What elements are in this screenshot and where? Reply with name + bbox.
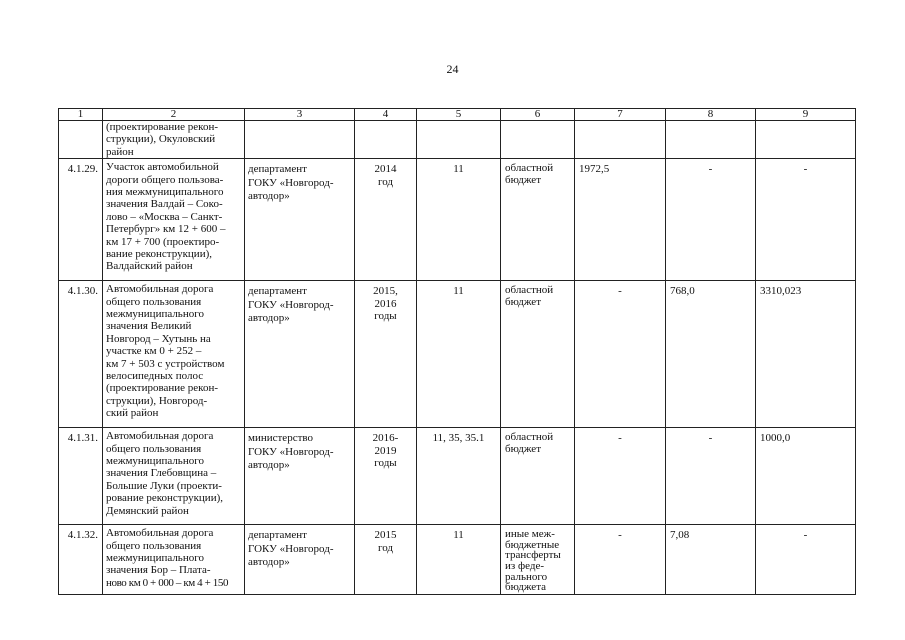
object-name-line: участке км 0 + 252 – [106,345,202,358]
object-name-line: км 17 + 700 (проектиро- [106,235,220,248]
object-name-line: общего пользования [106,539,202,552]
year-line: годы [374,457,397,470]
object-name-line: межмуниципального [106,455,204,468]
page-number: 24 [446,62,459,76]
object-name-line: межмуниципального [106,308,204,321]
amount-col8: 768,0 [666,281,756,428]
executor-line: автодор» [248,312,290,325]
executor-line: автодор» [248,556,290,569]
object-name-cell [103,159,245,281]
executor-line: автодор» [248,190,290,203]
object-name-cell [103,281,245,428]
executor-line: департамент [248,163,307,176]
amount-col7-cell [575,121,666,159]
executor-line: министерство [248,432,314,445]
program-point: 11 [417,281,501,428]
object-name-line: Новгород – Хутынь на [106,332,211,345]
object-name-line: (проектирование рекон- [106,382,219,395]
year-cell [355,121,417,159]
table-row [59,428,856,525]
object-name-line: велосипедных полос [106,370,204,383]
funding-source-line: бюджет [505,295,541,308]
object-name-line: лово – «Москва – Санкт- [106,210,223,223]
funding-source-cell [501,159,575,281]
object-name-line: Автомобильная дорога [106,430,214,443]
funding-source-line: бюджет [505,442,541,455]
amount-col7: - [575,525,666,595]
column-number: 1 [59,109,103,121]
year-line: годы [374,310,397,323]
object-name-line: общего пользования [106,442,202,455]
amount-col7: - [575,428,666,525]
program-table [58,108,856,595]
object-name-cell [103,121,245,159]
funding-source-line: областной [505,431,554,444]
column-number: 5 [417,109,501,121]
object-name-line: Большие Луки (проекти- [106,479,222,492]
funding-source-line: трансферты [505,549,561,562]
amount-col7: 1972,5 [575,159,666,281]
object-name-line: вание реконструкции), [106,248,212,261]
object-name-line: ново км 0 + 000 – км 4 + 150 [106,576,229,589]
object-name-line: ния межмуниципального [106,186,224,199]
program-point: 11, 35, 35.1 [417,428,501,525]
executor-line: ГОКУ «Новгород- [248,445,334,458]
amount-col9: 3310,023 [756,281,856,428]
year-line: 2015 [374,529,397,542]
funding-source-line: областной [505,284,554,297]
funding-source-cell [501,121,575,159]
program-point: 11 [417,525,501,595]
item-number: 4.1.31. [59,428,103,525]
executor-cell [245,121,355,159]
year-line: 2016- [372,432,399,445]
funding-source-line: из феде- [505,560,544,572]
object-name-line: межмуниципального [106,552,204,565]
object-name-line: Демянский район [106,504,189,517]
funding-source-cell [501,281,575,428]
year-line: год [377,175,394,188]
executor-line: департамент [248,285,307,298]
object-name-line: значения Валдай – Соко- [106,198,223,211]
amount-col8: - [666,159,756,281]
program-point: 11 [417,159,501,281]
executor-cell [245,159,355,281]
year-line: 2015, [373,285,398,298]
executor-line: автодор» [248,459,290,472]
object-name-cell [103,428,245,525]
amount-col8: 7,08 [666,525,756,595]
amount-col9: - [756,159,856,281]
year-line: 2014 [374,163,397,176]
executor-line: департамент [248,529,307,542]
executor-line: ГОКУ «Новгород- [248,176,334,189]
object-name-line: км 7 + 503 с устройством [106,357,225,370]
column-number: 4 [355,109,417,121]
continuation-row [59,121,856,159]
object-name-line: ский район [106,407,159,420]
object-name-line: дороги общего пользова- [106,173,224,186]
funding-source-cell [501,525,575,595]
column-number-row [59,109,856,121]
funding-source-line: рального [505,570,548,583]
object-name-cell [103,525,245,595]
amount-col9: - [756,525,856,595]
year-line: год [377,541,394,554]
amount-col9: 1000,0 [756,428,856,525]
object-name-line: струкции), Новгород- [106,394,208,407]
year-cell [355,525,417,595]
object-name-line: Участок автомобильной [106,161,219,174]
year-line: 2016 [374,297,397,310]
amount-col8: - [666,428,756,525]
object-name-line: струкции), Окуловский [106,133,216,146]
executor-cell [245,281,355,428]
program-point-cell [417,121,501,159]
object-name-line: Валдайский район [106,260,193,273]
executor-cell [245,428,355,525]
item-number: 4.1.30. [59,281,103,428]
object-name-line: значения Глебовщина – [106,467,217,480]
column-number: 2 [103,109,245,121]
object-name-line: Петербург» км 12 + 600 – [106,223,226,236]
year-cell [355,281,417,428]
object-name-line: значения Бор – Плата- [106,564,211,577]
item-number: 4.1.29. [59,159,103,281]
executor-line: ГОКУ «Новгород- [248,542,334,555]
column-number: 9 [756,109,856,121]
object-name-line: Автомобильная дорога [106,283,214,296]
column-number: 7 [575,109,666,121]
column-number: 6 [501,109,575,121]
object-name-line: Автомобильная дорога [106,527,214,540]
column-number: 8 [666,109,756,121]
year-line: 2019 [374,444,397,457]
year-cell [355,428,417,525]
funding-source-line: иные меж- [505,528,555,541]
executor-cell [245,525,355,595]
item-number: 4.1.32. [59,525,103,595]
table-row [59,281,856,428]
funding-source-line: бюджетные [505,538,560,551]
funding-source-line: бюджет [505,173,541,186]
funding-source-line: областной [505,162,554,175]
table-row [59,525,856,595]
item-number-cell [59,121,103,159]
year-cell [355,159,417,281]
amount-col9-cell [756,121,856,159]
amount-col7: - [575,281,666,428]
executor-line: ГОКУ «Новгород- [248,298,334,311]
object-name-line: (проектирование рекон- [106,121,219,133]
object-name-line: рование реконструкции), [106,492,223,505]
object-name-line: значения Великий [106,320,192,333]
column-number: 3 [245,109,355,121]
object-name-line: общего пользования [106,295,202,308]
amount-col8-cell [666,121,756,159]
table-row [59,159,856,281]
funding-source-line: бюджета [505,581,547,594]
funding-source-cell [501,428,575,525]
object-name-line: район [106,145,134,158]
